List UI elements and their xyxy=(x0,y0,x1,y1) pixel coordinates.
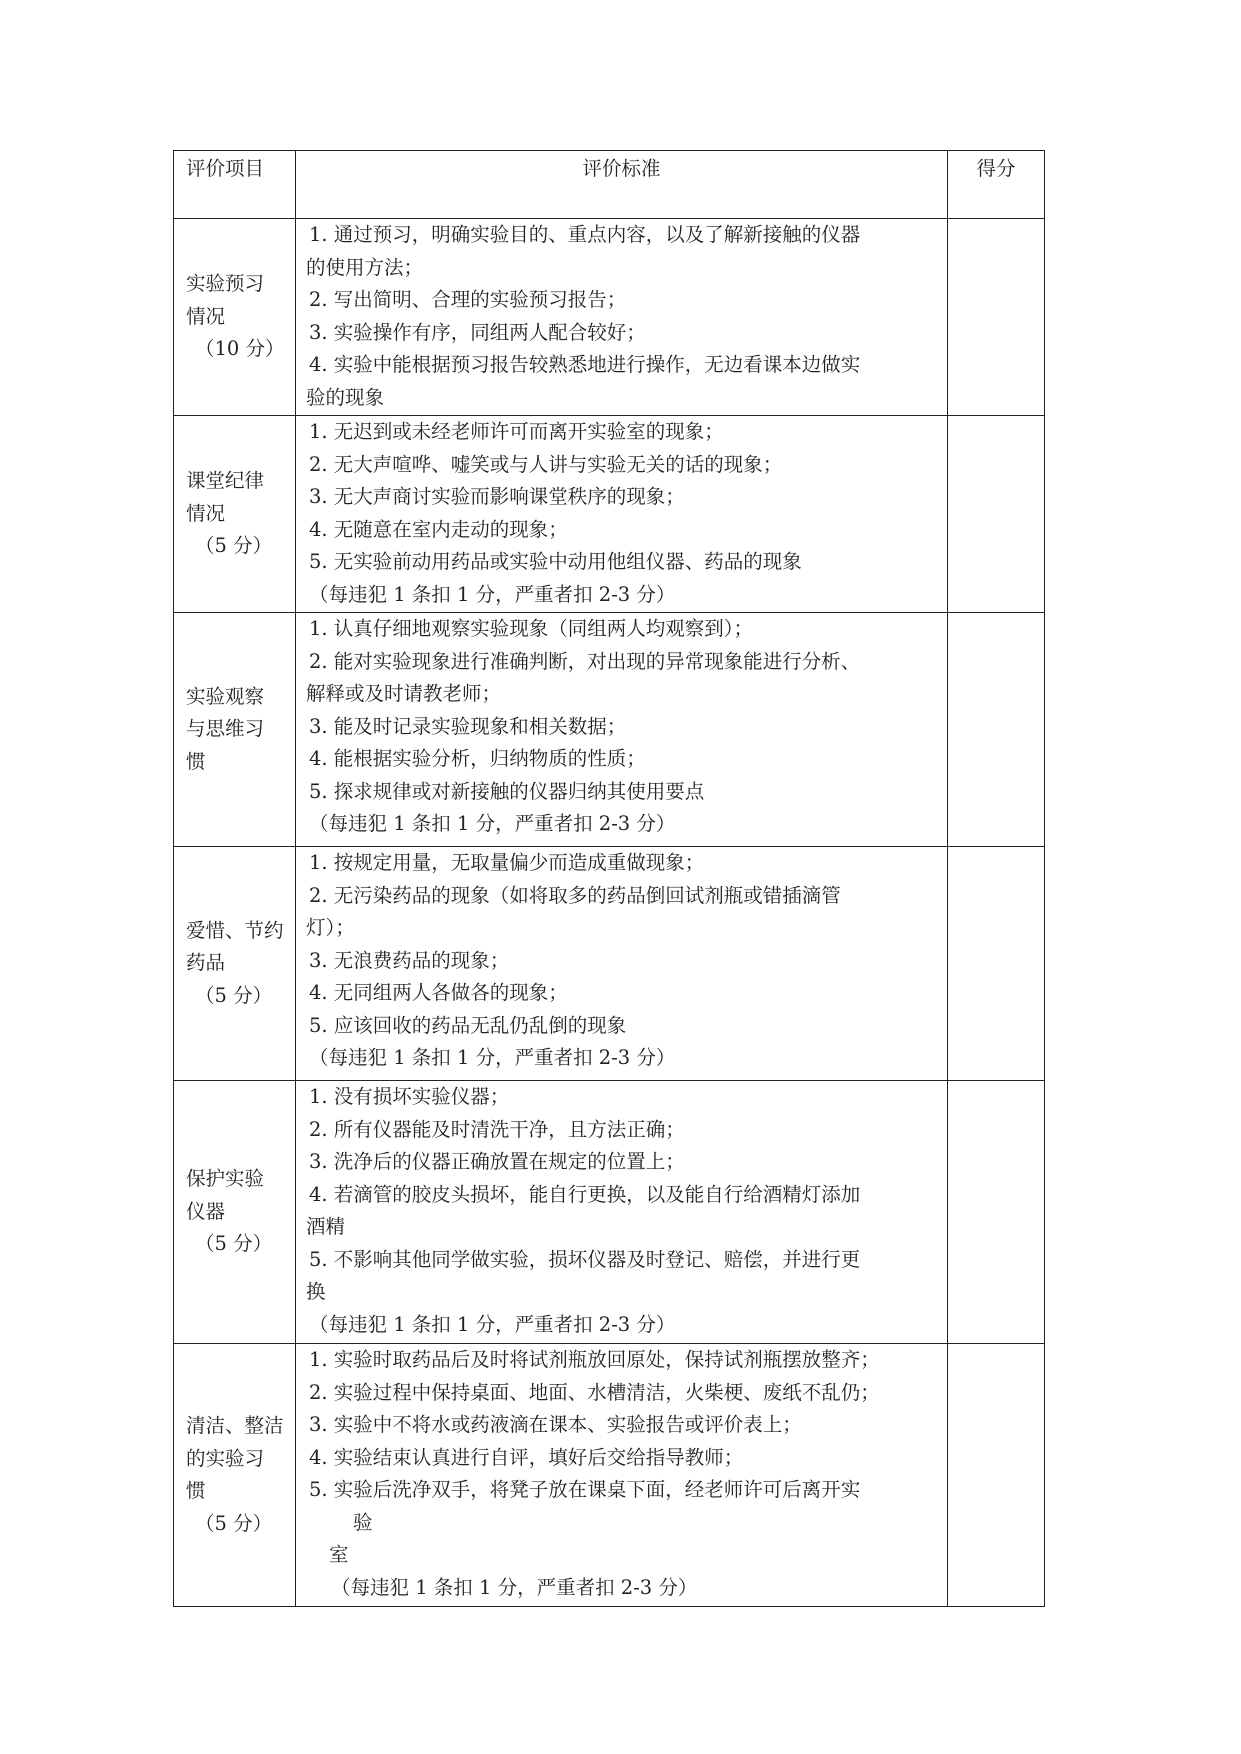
criteria-line: 4. 无同组两人各做各的现象； xyxy=(309,981,568,1004)
criteria-line: 3. 无浪费药品的现象； xyxy=(309,948,510,972)
score-cell[interactable] xyxy=(948,1081,1045,1344)
criteria-line: 1. 无迟到或未经老师许可而离开实验室的现象； xyxy=(309,420,724,443)
item-cell xyxy=(174,613,296,847)
table-row xyxy=(174,613,1045,847)
score-cell[interactable] xyxy=(948,416,1045,613)
table-row xyxy=(174,1081,1045,1344)
criteria-line: 4. 无随意在室内走动的现象； xyxy=(309,517,568,541)
criteria-line: 5. 无实验前动用药品或实验中动用他组仪器、药品的现象 xyxy=(309,550,802,573)
penalty-note: （每违犯 1 条扣 1 分，严重者扣 2-3 分） xyxy=(309,1046,676,1069)
criteria-line: 5. 不影响其他同学做实验，损坏仪器及时登记、赔偿，并进行更 xyxy=(309,1247,861,1271)
evaluation-table xyxy=(173,150,1045,1607)
item-points: （5 分） xyxy=(195,983,273,1007)
criteria-line: 1. 按规定用量，无取量偏少而造成重做现象； xyxy=(309,851,705,874)
criteria-line: 4. 能根据实验分析，归纳物质的性质； xyxy=(309,747,646,770)
item-points: （5 分） xyxy=(195,1511,273,1535)
criteria-line: 换 xyxy=(306,1280,326,1303)
item-name-line: 爱惜、节约 xyxy=(186,918,284,942)
criteria-line: 5. 探求规律或对新接触的仪器归纳其使用要点 xyxy=(309,779,705,803)
criteria-line: 1. 认真仔细地观察实验现象（同组两人均观察到）； xyxy=(309,617,754,640)
item-name-line: 实验观察 xyxy=(186,684,265,708)
criteria-line: 1. 通过预习，明确实验目的、重点内容，以及了解新接触的仪器 xyxy=(309,223,861,246)
criteria-line: 2. 所有仪器能及时清洗干净，且方法正确； xyxy=(309,1117,685,1141)
criteria-line: 4. 若滴管的胶皮头损坏，能自行更换，以及能自行给酒精灯添加 xyxy=(309,1182,861,1206)
criteria-line: 酒精 xyxy=(306,1215,346,1238)
item-name-line: 仪器 xyxy=(186,1199,226,1223)
table-row xyxy=(174,416,1045,613)
criteria-line: 3. 能及时记录实验现象和相关数据； xyxy=(309,714,627,738)
item-points: （10 分） xyxy=(195,337,285,361)
criteria-cell xyxy=(296,416,948,613)
criteria-line: 2. 能对实验现象进行准确判断，对出现的异常现象能进行分析、 xyxy=(309,649,861,673)
item-name-line: 情况 xyxy=(186,501,226,525)
criteria-line: 2. 实验过程中保持桌面、地面、水槽清洁，火柴梗、废纸不乱仍； xyxy=(309,1380,880,1404)
penalty-note: （每违犯 1 条扣 1 分，严重者扣 2-3 分） xyxy=(331,1575,698,1599)
item-cell xyxy=(174,1344,296,1607)
penalty-note: （每违犯 1 条扣 1 分，严重者扣 2-3 分） xyxy=(309,582,676,606)
criteria-line: 灯）； xyxy=(306,916,355,939)
criteria-line: 3. 实验中不将水或药液滴在课本、实验报告或评价表上； xyxy=(309,1413,802,1436)
score-cell[interactable] xyxy=(948,1344,1045,1607)
header-row xyxy=(174,151,1045,219)
criteria-cell xyxy=(296,1344,948,1607)
criteria-line: 解释或及时请教老师； xyxy=(306,682,502,705)
criteria-line: 2. 写出简明、合理的实验预习报告； xyxy=(309,288,627,311)
criteria-cell xyxy=(296,847,948,1081)
item-cell xyxy=(174,1081,296,1344)
criteria-line: 3. 洗净后的仪器正确放置在规定的位置上； xyxy=(309,1150,685,1173)
header-score: 得分 xyxy=(948,151,1045,219)
item-name-line: 保护实验 xyxy=(186,1167,265,1191)
item-name-line: 惯 xyxy=(186,1479,206,1502)
criteria-line: 3. 无大声商讨实验而影响课堂秩序的现象； xyxy=(309,485,685,508)
criteria-line: 2. 无污染药品的现象（如将取多的药品倒回试剂瓶或错插滴管 xyxy=(309,883,841,907)
criteria-line: 4. 实验中能根据预习报告较熟悉地进行操作，无边看课本边做实 xyxy=(309,353,861,376)
criteria-line: 5. 实验后洗净双手，将凳子放在课桌下面，经老师许可后离开实 xyxy=(309,1478,861,1501)
table-row xyxy=(174,1344,1045,1607)
item-name-line: 的实验习 xyxy=(186,1446,265,1470)
item-name-line: 惯 xyxy=(186,749,206,773)
table-row xyxy=(174,219,1045,416)
item-name-line: 药品 xyxy=(186,951,226,975)
item-name-line: 清洁、整洁 xyxy=(186,1414,284,1437)
item-name-line: 与思维习 xyxy=(186,717,265,741)
criteria-line: 验 xyxy=(353,1510,373,1534)
criteria-line: 1. 实验时取药品后及时将试剂瓶放回原处，保持试剂瓶摆放整齐； xyxy=(309,1348,880,1371)
criteria-line: 3. 实验操作有序，同组两人配合较好； xyxy=(309,320,646,344)
criteria-cell xyxy=(296,613,948,847)
item-points: （5 分） xyxy=(195,1232,273,1256)
score-cell[interactable] xyxy=(948,613,1045,847)
item-cell xyxy=(174,219,296,416)
header-item: 评价项目 xyxy=(174,151,296,219)
criteria-line: 1. 没有损坏实验仪器； xyxy=(309,1085,510,1108)
criteria-line: 验的现象 xyxy=(306,385,385,409)
criteria-cell xyxy=(296,219,948,416)
penalty-note: （每违犯 1 条扣 1 分，严重者扣 2-3 分） xyxy=(309,1312,676,1336)
header-criteria: 评价标准 xyxy=(296,151,948,219)
penalty-note: （每违犯 1 条扣 1 分，严重者扣 2-3 分） xyxy=(309,812,676,835)
table-row xyxy=(174,847,1045,1081)
criteria-line: 5. 应该回收的药品无乱仍乱倒的现象 xyxy=(309,1013,627,1037)
criteria-line: 2. 无大声喧哗、嘘笑或与人讲与实验无关的话的现象； xyxy=(309,452,783,476)
criteria-cell xyxy=(296,1081,948,1344)
item-cell xyxy=(174,416,296,613)
item-cell xyxy=(174,847,296,1081)
item-points: （5 分） xyxy=(195,534,273,558)
score-cell[interactable] xyxy=(948,847,1045,1081)
score-cell[interactable] xyxy=(948,219,1045,416)
criteria-line: 室 xyxy=(329,1543,349,1566)
item-name-line: 课堂纪律 xyxy=(186,469,265,493)
item-name-line: 情况 xyxy=(186,304,226,328)
criteria-line: 的使用方法； xyxy=(306,255,424,279)
item-name-line: 实验预习 xyxy=(186,272,265,296)
criteria-line: 4. 实验结束认真进行自评，填好后交给指导教师； xyxy=(309,1445,744,1469)
